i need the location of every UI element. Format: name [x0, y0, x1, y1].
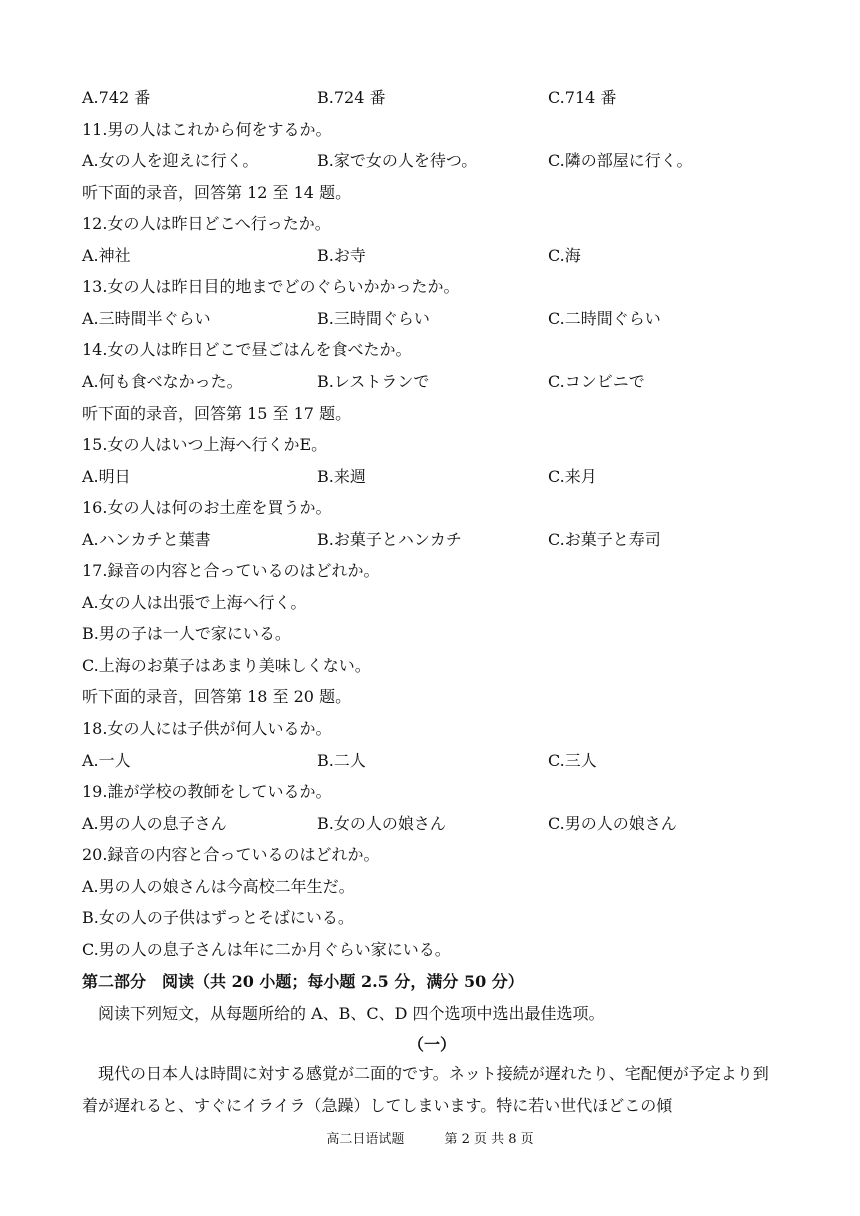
option-a: A.女の人を迎えに行く。 — [82, 151, 259, 170]
question-line: 13.女の人は昨日目的地までどのぐらいかかったか。 — [82, 277, 460, 296]
question-line: A.女の人は出張で上海へ行く。 — [82, 593, 307, 612]
question-line: C.男の人の息子さんは年に二か月ぐらい家にいる。 — [82, 940, 451, 959]
option-c: C.714 番 — [548, 88, 617, 107]
option-c: C.コンビニで — [548, 372, 645, 391]
option-a: A.明日 — [82, 467, 131, 486]
section-instruction: 阅读下列短文，从每题所给的 A、B、C、D 四个选项中选出最佳选项。 — [82, 1004, 605, 1023]
option-b: B.724 番 — [317, 88, 386, 107]
passage-number: （一） — [407, 1035, 456, 1054]
option-b: B.二人 — [317, 751, 366, 770]
question-line: B.男の子は一人で家にいる。 — [82, 624, 291, 643]
option-a: A.ハンカチと葉書 — [82, 530, 211, 549]
question-line: B.女の人の子供はずっとそばにいる。 — [82, 908, 354, 927]
option-c: C.海 — [548, 246, 581, 265]
option-b: B.レストランで — [317, 372, 430, 391]
question-line: C.上海のお菓子はあまり美味しくない。 — [82, 656, 371, 675]
option-b: B.お寺 — [317, 246, 366, 265]
question-line: 19.誰が学校の教師をしているか。 — [82, 782, 332, 801]
option-c: C.三人 — [548, 751, 597, 770]
option-a: A.何も食べなかった。 — [82, 372, 243, 391]
option-b: B.家で女の人を待つ。 — [317, 151, 478, 170]
question-line: 11.男の人はこれから何をするか。 — [82, 120, 332, 139]
section-heading: 第二部分 阅读（共 20 小题；每小题 2.5 分，满分 50 分） — [82, 972, 524, 991]
question-line: 15.女の人はいつ上海へ行くかE。 — [82, 435, 328, 454]
question-line: 17.録音の内容と合っているのはどれか。 — [82, 561, 380, 580]
question-line: 18.女の人には子供が何人いるか。 — [82, 719, 332, 738]
question-line: A.男の人の娘さんは今高校二年生だ。 — [82, 877, 355, 896]
question-line: 12.女の人は昨日どこへ行ったか。 — [82, 214, 331, 233]
option-c: C.来月 — [548, 467, 597, 486]
question-line: 听下面的录音，回答第 15 至 17 题。 — [82, 404, 352, 423]
option-c: C.隣の部屋に行く。 — [548, 151, 693, 170]
question-line: 听下面的录音，回答第 12 至 14 题。 — [82, 183, 352, 202]
option-b: B.三時間ぐらい — [317, 309, 430, 328]
footer-page-number: 第 2 页 共 8 页 — [444, 1132, 534, 1147]
passage-text: 現代の日本人は時間に対する感覚が二面的です。ネット接続が遅れたり、宅配便が予定より到着が遅れると、すぐにイライラ（急躁）してしまいます。特に若い世代ほどこの傾 — [82, 1064, 769, 1115]
option-a: A.742 番 — [82, 88, 151, 107]
option-a: A.一人 — [82, 751, 131, 770]
option-a: A.三時間半ぐらい — [82, 309, 211, 328]
question-line: 20.録音の内容と合っているのはどれか。 — [82, 845, 380, 864]
option-a: A.神社 — [82, 246, 131, 265]
option-b: B.お菓子とハンカチ — [317, 530, 462, 549]
option-c: C.二時間ぐらい — [548, 309, 661, 328]
question-line: 14.女の人は昨日どこで昼ごはんを食べたか。 — [82, 340, 412, 359]
footer-subject: 高二日语试题 — [326, 1132, 405, 1147]
question-line: 16.女の人は何のお土産を買うか。 — [82, 498, 332, 517]
page-footer — [0, 1128, 860, 1147]
option-b: B.女の人の娘さん — [317, 814, 446, 833]
option-c: C.お菓子と寿司 — [548, 530, 661, 549]
option-c: C.男の人の娘さん — [548, 814, 677, 833]
question-line: 听下面的录音，回答第 18 至 20 题。 — [82, 687, 352, 706]
option-b: B.来週 — [317, 467, 366, 486]
option-a: A.男の人の息子さん — [82, 814, 227, 833]
